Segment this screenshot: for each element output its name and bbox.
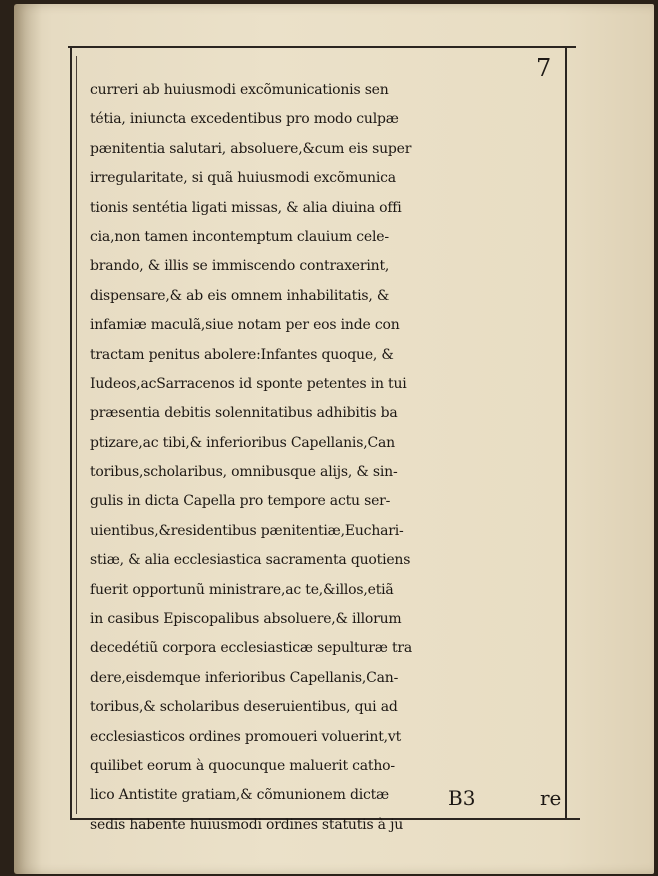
text-line: uientibus,&residentibus pænitentiæ,Euchari- — [90, 522, 404, 539]
text-line: dispensare,& ab eis omnem inhabilitatis, & — [90, 287, 390, 304]
catchword: re — [540, 786, 562, 810]
signature-mark: B3 — [448, 786, 476, 810]
text-line: tractam penitus abolere:Infantes quoque, & — [90, 346, 394, 363]
text-line: toribus,scholaribus, omnibusque alijs, & sin- — [90, 464, 398, 481]
frame-rule-inner-left — [76, 56, 77, 814]
page-gutter-shadow — [14, 4, 42, 874]
text-line: gulis in dicta Capella pro tempore actu ser- — [90, 493, 391, 510]
text-line: tionis sentétia ligati missas, & alia diuina offi — [90, 199, 402, 216]
text-line: dere,eisdemque inferioribus Capellanis,Can- — [90, 669, 399, 686]
text-line: stiæ, & alia ecclesiastica sacramenta quotiens — [90, 552, 411, 569]
text-line: pænitentia salutari, absoluere,&cum eis super — [90, 140, 412, 157]
text-line: brando, & illis se immiscendo contraxerint, — [90, 258, 390, 275]
text-line: curreri ab huiusmodi excõmunicationis sen — [90, 82, 389, 98]
text-line: fuerit opportunũ ministrare,ac te,&illos,etiã — [90, 581, 394, 598]
frame-rule-left — [70, 48, 72, 818]
text-line: ecclesiasticos ordines promoueri voluerint,vt — [90, 728, 402, 745]
text-line: cia,non tamen incontemptum clauium cele- — [90, 228, 389, 245]
text-line: lico Antistite gratiam,& cõmunionem dictæ — [90, 787, 390, 804]
text-line: tétia, iniuncta excedentibus pro modo culpæ — [90, 111, 399, 128]
text-line: Iudeos,acSarracenos id sponte petentes in tui — [90, 375, 407, 392]
text-line: toribus,& scholaribus deseruientibus, qui ad — [90, 699, 398, 716]
page-number: 7 — [536, 54, 552, 82]
text-line: quilibet eorum à quocunque maluerit catho- — [90, 757, 395, 774]
text-line: ptizare,ac tibi,& inferioribus Capellanis,Can — [90, 434, 395, 451]
text-line: sedis habente huiusmodi ordines statutis à ju — [90, 816, 404, 833]
text-line: præsentia debitis solennitatibus adhibitis ba — [90, 405, 398, 422]
frame-rule-top — [68, 46, 576, 48]
page-footer — [448, 786, 568, 816]
body-text — [90, 76, 570, 840]
text-line: in casibus Episcopalibus absoluere,& illorum — [90, 611, 402, 628]
text-line: decedétiũ corpora ecclesiasticæ sepulturæ tra — [90, 640, 413, 657]
text-line: irregularitate, si quã huiusmodi excõmunica — [90, 170, 396, 187]
text-line: infamiæ maculã,siue notam per eos inde con — [90, 317, 400, 334]
